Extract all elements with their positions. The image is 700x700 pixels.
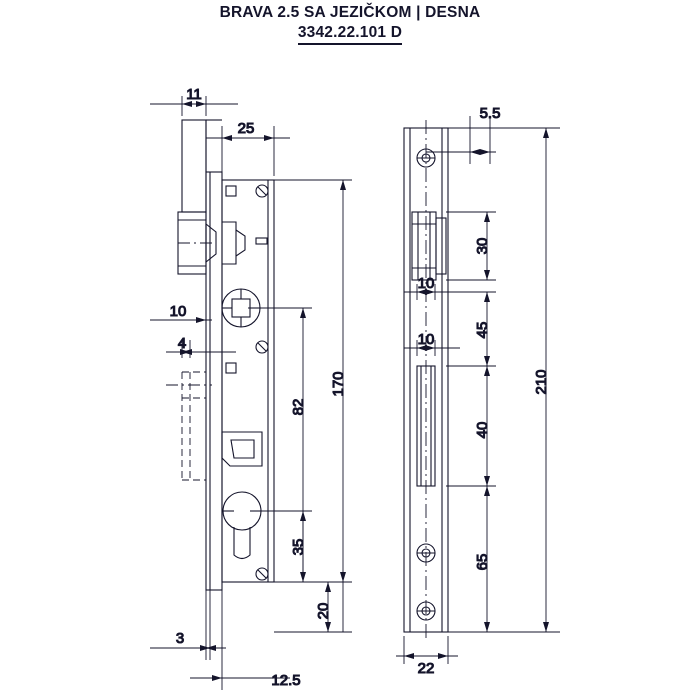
dim-label-65: 65 (474, 553, 491, 571)
front-view-deadbolt (222, 432, 262, 466)
front-view-upper-tab (182, 120, 222, 212)
case-square-detail-mid (226, 363, 236, 373)
drawing-title: BRAVA 2.5 SA JEZIČKOM | DESNA (219, 4, 481, 21)
dimension-lines-front (150, 96, 352, 690)
dim-label-10-upper: 10 (169, 303, 187, 320)
dim-label-5-5: 5.5 (479, 105, 501, 122)
dim-label-45: 45 (474, 321, 491, 339)
dim-label-20: 20 (315, 602, 332, 620)
dim-label-12-5: 12.5 (271, 672, 301, 689)
dim-label-22: 22 (417, 660, 435, 677)
front-view-cylinder-hole (223, 492, 261, 559)
front-view-faceplate (206, 172, 222, 590)
front-view-hidden-lines (182, 372, 206, 480)
dim-label-30: 30 (474, 237, 491, 255)
dim-label-40: 40 (474, 421, 491, 439)
dim-label-3: 3 (175, 630, 185, 647)
dim-label-210: 210 (533, 369, 550, 395)
dim-label-35: 35 (290, 538, 307, 556)
case-slot-detail (256, 238, 267, 244)
case-square-detail-top (226, 186, 236, 196)
dim-label-82: 82 (290, 398, 307, 416)
dim-label-25: 25 (237, 120, 255, 137)
dim-label-10-a: 10 (417, 275, 435, 292)
side-view-latch-opening (412, 212, 446, 280)
dim-label-4: 4 (177, 335, 187, 352)
case-screw-bottom (256, 568, 268, 580)
dim-label-11: 11 (186, 86, 202, 103)
case-screw-top (256, 185, 268, 197)
case-screw-mid (256, 341, 268, 353)
dim-label-170: 170 (330, 371, 347, 397)
drawing-code: 3342.22.101 D (298, 24, 402, 45)
dim-label-10-b: 10 (417, 331, 435, 348)
front-view-lock-case (222, 180, 274, 582)
